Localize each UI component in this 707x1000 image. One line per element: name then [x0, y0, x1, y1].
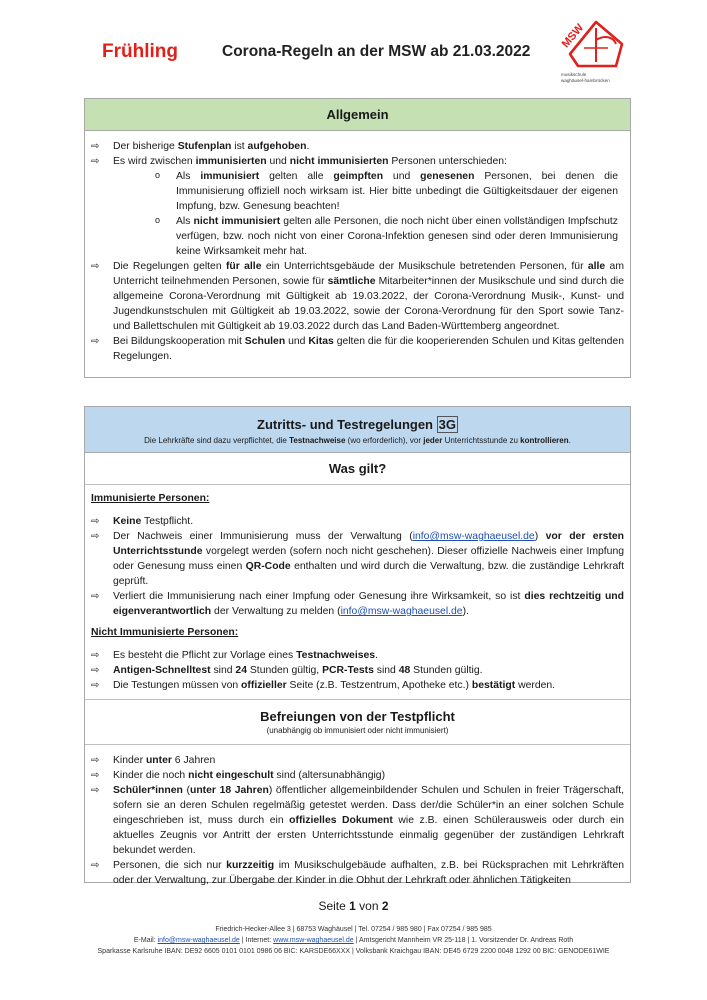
- was-gilt-heading: Was gilt?: [85, 453, 630, 485]
- section-allgemein: [84, 98, 631, 378]
- list-item: ⇨ Der Nachweis einer Immunisierung muss der Verwaltung (info@msw-waghaeusel.de) vor der ersten Unterrichtsstunde vorgelegt werden (sofern noch nicht geschehen). Dieser offizielle Nachweis einer Impfung oder Genesung muss einen QR-Code enthalten und wird durch die Verwaltung, bzw. die zuständige Lehrkraft geprüft.: [85, 529, 630, 589]
- section-allgemein-heading: Allgemein: [85, 99, 630, 131]
- email-link[interactable]: info@msw-waghaeusel.de: [412, 531, 535, 542]
- logo-text-line1: musikschule: [561, 72, 587, 77]
- footer-address: Friedrich-Hecker-Allee 3 | 68753 Waghäusel | Tel. 07254 / 985 980 | Fax 07254 / 985 985: [215, 926, 492, 933]
- page-header: [0, 0, 707, 95]
- logo-letters: MSW: [559, 21, 587, 51]
- list-item: ⇨ Die Testungen müssen von offizieller Seite (z.B. Testzentrum, Apotheke etc.) bestätigt werden.: [85, 678, 630, 693]
- list-item: ⇨ Keine Testpflicht.: [85, 514, 630, 529]
- document-title: Corona-Regeln an der MSW ab 21.03.2022: [222, 43, 531, 60]
- sub-list: [141, 169, 624, 259]
- footer-web-link[interactable]: www.msw-waghaeusel.de: [273, 937, 354, 944]
- list-item: ⇨ Der bisherige Stufenplan ist aufgehoben.: [85, 139, 630, 154]
- season-label: Frühling: [102, 41, 178, 62]
- list-item: ⇨ Es besteht die Pflicht zur Vorlage eines Testnachweises.: [85, 648, 630, 663]
- logo-text-line2: waghäusel-hambrücken: [561, 78, 610, 83]
- page-current: 1: [349, 899, 356, 913]
- befreiungen-list: [85, 745, 630, 888]
- email-link[interactable]: info@msw-waghaeusel.de: [340, 606, 463, 617]
- befreiungen-heading: Befreiungen von der Testpflicht: [260, 709, 455, 724]
- allgemein-list: [85, 131, 630, 364]
- list-item: ⇨ Antigen-Schnelltest sind 24 Stunden gültig, PCR-Tests sind 48 Stunden gültig.: [85, 663, 630, 678]
- msw-logo: [556, 14, 630, 86]
- footer-bank: Sparkasse Karlsruhe IBAN: DE92 6605 0101 0101 0986 06 BIC: KARSDE66XXX | Volksbank Kraichgau IBAN: DE45 6729 2200 0048 1292 00 BIC: GENODE61WIE: [97, 948, 610, 955]
- section-zutritt-subtitle: Die Lehrkräfte sind dazu verpflichtet, die Testnachweise (wo erforderlich), vor jeder Unterrichtsstunde zu kontrollieren.: [144, 436, 571, 445]
- page-footer: [0, 924, 707, 957]
- nicht-immunisierte-list: [85, 648, 630, 693]
- list-item: ⇨ Die Regelungen gelten für alle ein Unterrichtsgebäude der Musikschule betretenden Personen, für alle am Unterricht teilnehmenden Personen, sowie für sämtliche Mitarbeiter*innen der Musikschule und sind durch die allgemeine Corona-Verordnung mit Gültigkeit ab 19.03.2022, der Corona-Verordnung Musik-, Kunst- und Jugendkunstschulen mit Gültigkeit ab 19.03.2022, sowie der Corona-Verordnung für den Sport sowie Tanz- und Ballettschulen mit Gültigkeit ab 19.03.2022 durch das Land Baden-Württemberg angeordnet.: [85, 259, 630, 334]
- list-item: ⇨ Bei Bildungskooperation mit Schulen und Kitas gelten die für die kooperierenden Schulen und Kitas geltenden Regelungen.: [85, 334, 630, 364]
- page-number: Seite 1 von 2: [318, 899, 389, 913]
- immunisierte-label: Immunisierte Personen:: [91, 493, 210, 504]
- list-item: ⇨ Kinder die noch nicht eingeschult sind (altersunabhängig): [85, 768, 630, 783]
- page-total: 2: [381, 899, 389, 913]
- footer-contact: E-Mail: info@msw-waghaeusel.de | Internet: www.msw-waghaeusel.de | Amtsgericht Mannheim VR 25-118 | 1. Vorsitzender Dr. Andreas Roth: [133, 937, 574, 944]
- section-zutritt-heading: Zutritts- und Testregelungen: [257, 417, 433, 432]
- immunisierte-list: [85, 514, 630, 619]
- sub-list-item: o Als nicht immunisiert gelten alle Personen, die noch nicht über einen vollständigen Impfschutz verfügen, bzw. noch nicht von einer Corona-Infektion genesen sind oder deren Immunisierung keine Wirksamkeit mehr hat.: [141, 214, 624, 259]
- sub-list-item: o Als immunisiert gelten alle geimpften und genesenen Personen, bei denen die Immunisierung offiziell noch wirksam ist. Hier bitte unbedingt die Gültigkeitsdauer der eigenen Impfung, bzw. Genesung beachten!: [141, 169, 624, 214]
- list-item: ⇨ Kinder unter 6 Jahren: [85, 753, 630, 768]
- msw-logo-icon: [556, 14, 630, 72]
- rule-tag-badge: 3G: [438, 417, 456, 432]
- section-zutritt-header: [85, 407, 630, 453]
- nicht-immunisierte-label: Nicht Immunisierte Personen:: [91, 627, 239, 638]
- list-item: ⇨ Verliert die Immunisierung nach einer Impfung oder Genesung ihre Wirksamkeit, so ist dies rechtzeitig und eigenverantwortlich der Verwaltung zu melden (info@msw-waghaeusel.de).: [85, 589, 630, 619]
- section-zutritt: [84, 406, 631, 886]
- list-item: ⇨ Es wird zwischen immunisierten und nicht immunisierten Personen unterschieden: o Als immunisiert gelten alle geimpften und genesenen Personen, bei denen die Immunisierung offiziell noch wirksam ist. Hier bitte unbedingt die Gültigkeitsdauer der eigenen Impfung, bzw. Genesung beachten! o Als nicht immunisiert gelten alle Personen, die noch nicht über einen vollständigen Impfschutz verfügen, bzw. noch nicht von einer Corona-Infektion genesen sind oder deren Immunisierung keine Wirksamkeit mehr hat.: [85, 154, 630, 259]
- befreiungen-subtitle: (unabhängig ob immunisiert oder nicht immunisiert): [266, 726, 449, 735]
- befreiungen-header: [85, 699, 630, 745]
- list-item: ⇨ Schüler*innen (unter 18 Jahren) öffentlicher allgemeinbildender Schulen und Schulen in freier Trägerschaft, sofern sie an deren Schulen regelmäßig getestet werden. Dass der/die Schüler*in an einer solchen Schule eingeschrieben ist, muss durch ein offizielles Dokument wie z.B. einen Schülerausweis oder durch ein aktuelles Zeugnis vor Antritt der ersten Unterrichtsstunde einmalig gegenüber der zuständigen Lehrkraft bekundet werden.: [85, 783, 630, 858]
- list-item: ⇨ Personen, die sich nur kurzzeitig im Musikschulgebäude aufhalten, z.B. bei Rücksprachen mit Lehrkräften oder der Verwaltung, zur Übergabe der Kinder in die Obhut der Lehrkraft oder ähnlichen Tätigkeiten: [85, 858, 630, 888]
- footer-email-link[interactable]: info@msw-waghaeusel.de: [157, 937, 240, 944]
